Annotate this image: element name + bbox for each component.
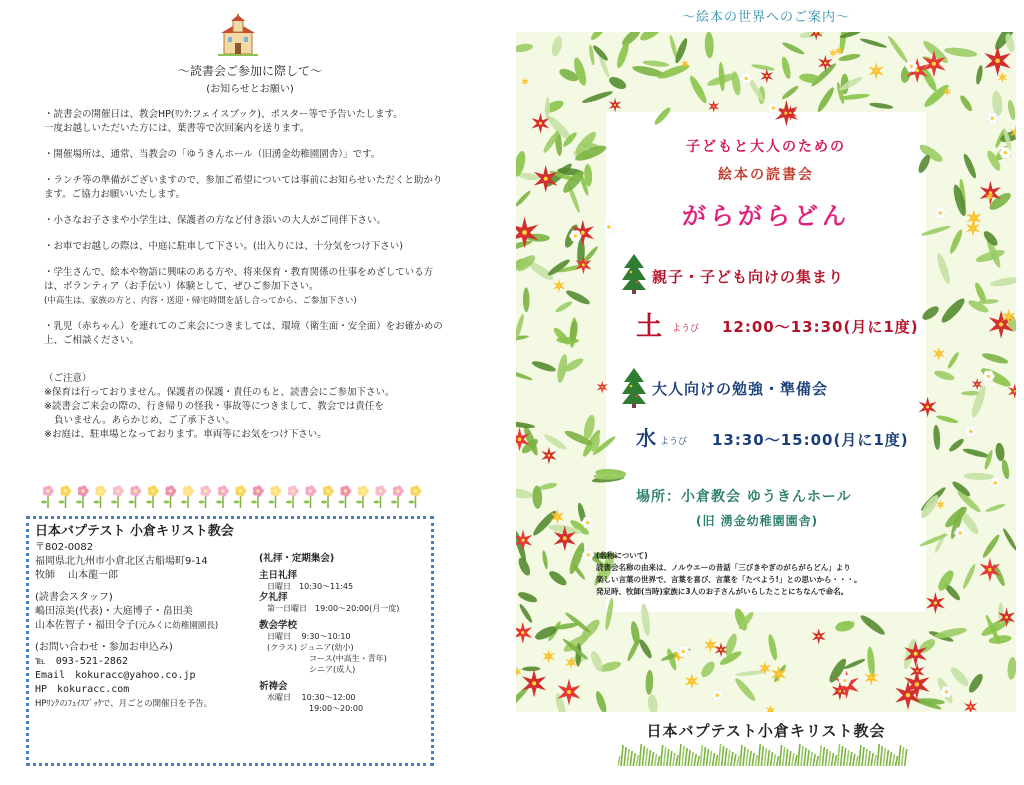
church-school-label: 教会学校: [259, 620, 298, 631]
guide-title: 〜絵本の世界へのご案内〜: [681, 10, 850, 25]
poster-panel: [516, 32, 1016, 712]
prayer-time-2: 19:00〜20:00: [309, 704, 364, 713]
caution-section: [44, 372, 464, 442]
sunday-worship-label: 主日礼拝: [259, 570, 298, 581]
notice-page: [0, 0, 500, 785]
grass-decoration: [618, 740, 908, 766]
contact-heading: (お問い合わせ・参加お申込み): [35, 642, 173, 653]
tree-icon: [622, 368, 646, 408]
prayer-label: 祈祷会: [259, 681, 288, 692]
event2-title: 大人向けの勉強・準備会: [652, 380, 829, 398]
event-place: 場所：小倉教会 ゆうきんホール: [636, 489, 852, 505]
sunday-worship-time: 日曜日 10:30〜11:45: [267, 582, 354, 591]
notice-item: ・開催場所は、通常、当教会の「ゆうきんホール（旧湧金幼稚園園舎）」です。: [44, 149, 381, 160]
evening-worship-label: 夕礼拝: [259, 592, 288, 603]
class-senior: シニア(成人): [309, 665, 356, 674]
staff-heading: (読書会スタッフ): [35, 592, 113, 603]
caution-line: ※お庭は、駐車場となっております。車両等にお気をつけ下さい。: [44, 429, 327, 440]
class-label: (クラス) ジュニア(幼小): [267, 643, 354, 652]
event2-day: 水: [636, 426, 656, 450]
poster-church-name: 日本バプテスト小倉キリスト教会: [646, 722, 886, 740]
poster-main-title: がらがらどん: [682, 202, 850, 230]
evening-worship-time: 第一日曜日 19:00〜20:00(月一度): [267, 604, 400, 613]
notice-title: 〜読書会ご参加に際して〜: [177, 64, 322, 78]
notice-note: (中高生は、家族の方と、内容・送迎・帰宅時間を話し合ってから、ご参加下さい): [44, 296, 357, 306]
pastor: 牧師 山本龍一郎: [35, 570, 119, 581]
event-place-sub: (旧 湧金幼稚園園舎): [696, 514, 819, 528]
event1-day: 土: [636, 312, 663, 342]
schedule-heading: (礼拝・定期集会): [259, 553, 335, 564]
church-school-time: 日曜日 9:30〜10:10: [267, 632, 351, 641]
postal-code: 〒802-0082: [35, 542, 94, 553]
homepage-link[interactable]: HP kokuracc.com: [35, 684, 130, 695]
event2-yobi: ようび: [660, 437, 688, 447]
notice-item: ・乳児（赤ちゃん）を連れてのご来会につきましては、環境（衛生面・安全面）をお確かめの上、ご相談ください。: [44, 321, 443, 346]
tree-icon: [622, 254, 646, 294]
staff-line: 嶋田涼美(代表)・大庭博子・畠田美: [35, 606, 193, 617]
notice-item: ・学生さんで、絵本や物語に興味のある方や、将来保育・教育関係の仕事をめざしている方は、ボランティア（お手伝い）体験として、ぜひご参加下さい。 (中高生は、家族の方と、内容・送迎・帰宅時間を話し合ってから、ご参加下さい): [44, 267, 434, 306]
caution-line: ※読書会ご来会の際の、行き帰りの怪我・事故等につきまして、教会では責任を: [44, 401, 384, 412]
caution-line: ※保育は行っておりません。保護者の保護・責任のもと、読書会にご参加下さい。: [44, 387, 395, 398]
church-info-box: [26, 516, 434, 766]
notice-item: ・お車でお越しの際は、中庭に駐車して下さい。(出入りには、十分気をつけ下さい): [44, 241, 403, 252]
flower-border-decoration: [40, 482, 430, 510]
class-course: コース(中高生・青年): [309, 654, 387, 663]
poster-subtitle-2: 絵本の読書会: [718, 167, 814, 183]
email[interactable]: Email kokuracc@yahoo.co.jp: [35, 670, 196, 681]
phone: ℡ 093-521-2862: [35, 656, 128, 667]
church-name: 日本バプテスト 小倉キリスト教会: [35, 524, 234, 539]
service-schedule: [259, 553, 429, 714]
address: 福岡県北九州市小倉北区古船場町9-14: [35, 556, 208, 567]
prayer-time: 水曜日 10:30〜12:00: [267, 693, 356, 702]
staff-line: 山本佐智子・福田令子(元みくに幼稚園園長): [35, 620, 219, 631]
notice-subtitle: (お知らせとお願い): [206, 84, 294, 95]
poster-page: [508, 0, 1024, 785]
poster-subtitle-1: 子どもと大人のための: [686, 139, 846, 155]
notice-list: [44, 108, 444, 348]
homepage-note: HPﾘﾝｸのﾌｪｲｽﾌﾞｯｸで、月ごとの開催日を予告。: [35, 699, 213, 709]
church-icon: [218, 14, 258, 56]
name-origin-note: (名称について) 読書会名称の由来は、ノルウエーの昔話「三びきやぎのがらがらどん」より 楽しい言葉の世界で、言葉を喜び、言葉を「たべよう!」との思いから・・・。 発足時、牧師(当時)家族に3人のお子さんがいらしたことにちなんで命名。: [596, 551, 862, 596]
notice-item: ・ランチ等の準備がございますので、参加ご希望については事前にお知らせいただくと助かります。ご協力お願いいたします。: [44, 175, 443, 200]
event2-time: 13:30〜15:00(月に1度): [712, 431, 909, 449]
notice-item: ・読書会の開催日は、教会HP(ﾘﾝｸ:フェイスブック)、ポスター等で予告いたします。 一度お越しいただいた方には、葉書等で次回案内を送ります。: [44, 109, 403, 134]
caution-line: 負いません。あらかじめ、ご了承下さい。: [54, 415, 235, 426]
event1-time: 12:00〜13:30(月に1度): [722, 318, 919, 336]
notice-item: ・小さなお子さまや小学生は、保護者の方など付き添いの大人がご同伴下さい。: [44, 215, 387, 226]
event1-title: 親子・子ども向けの集まり: [652, 268, 845, 286]
caution-heading: （ご注意）: [44, 373, 92, 384]
church-contact: [35, 523, 275, 711]
event1-yobi: ようび: [672, 324, 700, 334]
